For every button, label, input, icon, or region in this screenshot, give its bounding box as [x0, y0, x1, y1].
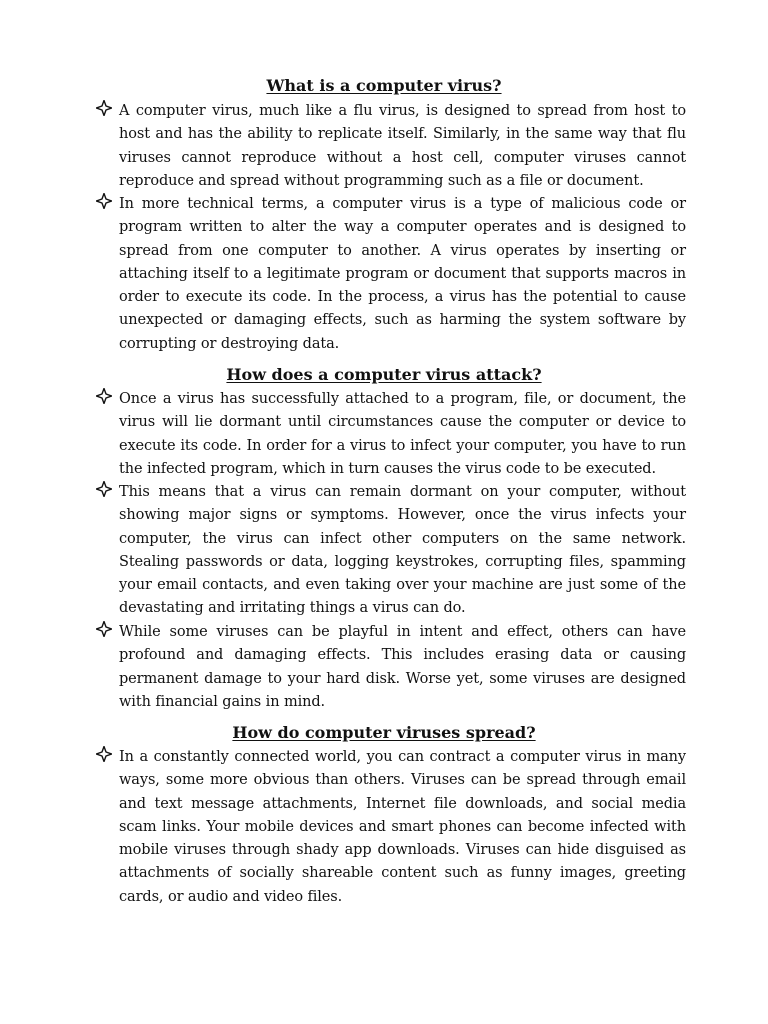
- bullet-text: In a constantly connected world, you can contract a computer virus in many ways, some more obvious than others. Viruses can be spread through email and text message attachments, Internet file downloads, and social media scam links. Your mobile devices and smart phones can become infected with mobile viruses through shady app downloads. Viruses can hide disguised as attachments of socially shareable content such as funny images, greeting cards, or audio and video files.: [119, 749, 686, 905]
- heading-what-is-virus: What is a computer virus?: [266, 76, 502, 95]
- bullet-text: While some viruses can be playful in intent and effect, others can have profound and damaging effects. This includes erasing data or causing permanent damage to your hard disk. Worse yet, some viruses are designed with financial gains in mind.: [119, 624, 686, 710]
- bullet-text: This means that a virus can remain dormant on your computer, without showing major signs or symptoms. However, once the virus infects your computer, the virus can infect other computers on the same network. Stealing passwords or data, logging keystrokes, corrupting files, spamming your email contacts, and even taking over your machine are just some of the devastating and irritating things a virus can do.: [119, 484, 686, 617]
- diamond-bullet-icon: [96, 388, 112, 404]
- bullet-item: [96, 746, 686, 909]
- diamond-bullet-icon: [96, 746, 112, 762]
- heading-how-virus-attacks: How does a computer virus attack?: [226, 365, 542, 384]
- bullet-item: [96, 100, 686, 193]
- bullet-item: [96, 481, 686, 621]
- bullet-text: Once a virus has successfully attached to a program, file, or document, the virus will lie dormant until circumstances cause the computer or device to execute its code. In order for a virus to infect your computer, you have to run the infected program, which in turn causes the virus code to be executed.: [119, 391, 686, 477]
- diamond-bullet-icon: [96, 621, 112, 637]
- bullet-item: [96, 621, 686, 714]
- bullet-item: [96, 193, 686, 356]
- heading-how-viruses-spread: How do computer viruses spread?: [232, 723, 536, 742]
- bullet-item: [96, 388, 686, 481]
- bullet-text: In more technical terms, a computer virus is a type of malicious code or program written to alter the way a computer operates and is designed to spread from one computer to another. A virus operates by inserting or attaching itself to a legitimate program or document that supports macros in order to execute its code. In the process, a virus has the potential to cause unexpected or damaging effects, such as harming the system software by corrupting or destroying data.: [119, 196, 686, 352]
- bullet-text: A computer virus, much like a flu virus, is designed to spread from host to host and has the ability to replicate itself. Similarly, in the same way that flu viruses cannot reproduce without a host cell, computer viruses cannot reproduce and spread without programming such as a file or document.: [119, 103, 686, 189]
- diamond-bullet-icon: [96, 100, 112, 116]
- diamond-bullet-icon: [96, 193, 112, 209]
- diamond-bullet-icon: [96, 481, 112, 497]
